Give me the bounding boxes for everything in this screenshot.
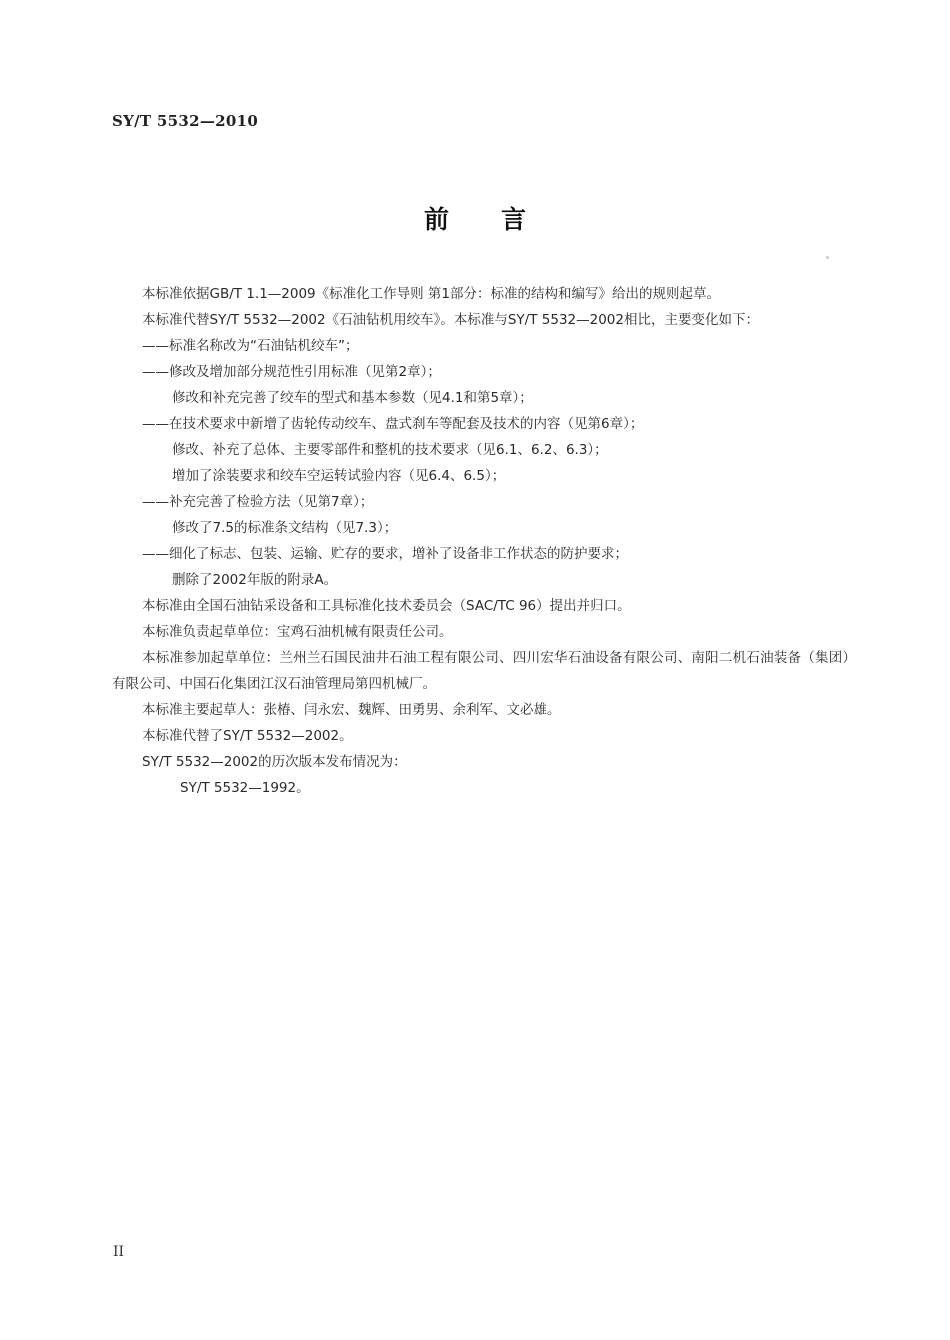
page-title: 前言 [423, 205, 578, 234]
change-item: ——补充完善了检验方法（见第7章）； [142, 494, 374, 510]
change-item: ——修改及增加部分规范性引用标准（见第2章）； [142, 364, 441, 380]
history-item: SY/T 5532—1992。 [180, 780, 310, 796]
change-subitem: 修改了7.5的标准条文结构（见7.3）； [172, 520, 398, 536]
paragraph-participating-drafters: 本标准参加起草单位：兰州兰石国民油井石油工程有限公司、四川宏华石油设备有限公司、南阳二机石油装备（集团）有限公司、中国石化集团江汉石油管理局第四机械厂。 [112, 650, 856, 692]
paragraph-lead-drafter: 本标准负责起草单位：宝鸡石油机械有限责任公司。 [142, 624, 453, 640]
change-item: ——在技术要求中新增了齿轮传动绞车、盘式刹车等配套及技术的内容（见第6章）； [142, 416, 644, 432]
change-subitem: 删除了2002年版的附录A。 [172, 572, 338, 588]
change-subitem: 增加了涂装要求和绞车空运转试验内容（见6.4、6.5）； [172, 468, 506, 484]
paragraph-replacement: 本标准代替SY/T 5532—2002《石油钻机用绞车》。本标准与SY/T 5532—2002相比，主要变化如下： [142, 312, 759, 328]
standard-code: SY/T 5532—2010 [112, 112, 259, 130]
page-number: II [113, 1244, 125, 1260]
scan-speck [826, 256, 829, 259]
foreword-body [112, 281, 856, 801]
change-item: ——细化了标志、包装、运输、贮存的要求，增补了设备非工作状态的防护要求； [142, 546, 628, 562]
change-subitem: 修改和补充完善了绞车的型式和基本参数（见4.1和第5章）； [172, 390, 533, 406]
paragraph-proposer: 本标准由全国石油钻采设备和工具标准化技术委员会（SAC/TC 96）提出并归口。 [142, 598, 631, 614]
paragraph-main-drafters: 本标准主要起草人：张椿、闫永宏、魏辉、田勇男、余利军、文必雄。 [142, 702, 561, 718]
paragraph-basis: 本标准依据GB/T 1.1—2009《标准化工作导则 第1部分：标准的结构和编写》给出的规则起草。 [142, 286, 721, 302]
change-subitem: 修改、补充了总体、主要零部件和整机的技术要求（见6.1、6.2、6.3）； [172, 442, 608, 458]
change-item: ——标准名称改为“石油钻机绞车”； [142, 338, 359, 354]
paragraph-history: SY/T 5532—2002的历次版本发布情况为： [142, 754, 407, 770]
paragraph-supersedes: 本标准代替了SY/T 5532—2002。 [142, 728, 353, 744]
